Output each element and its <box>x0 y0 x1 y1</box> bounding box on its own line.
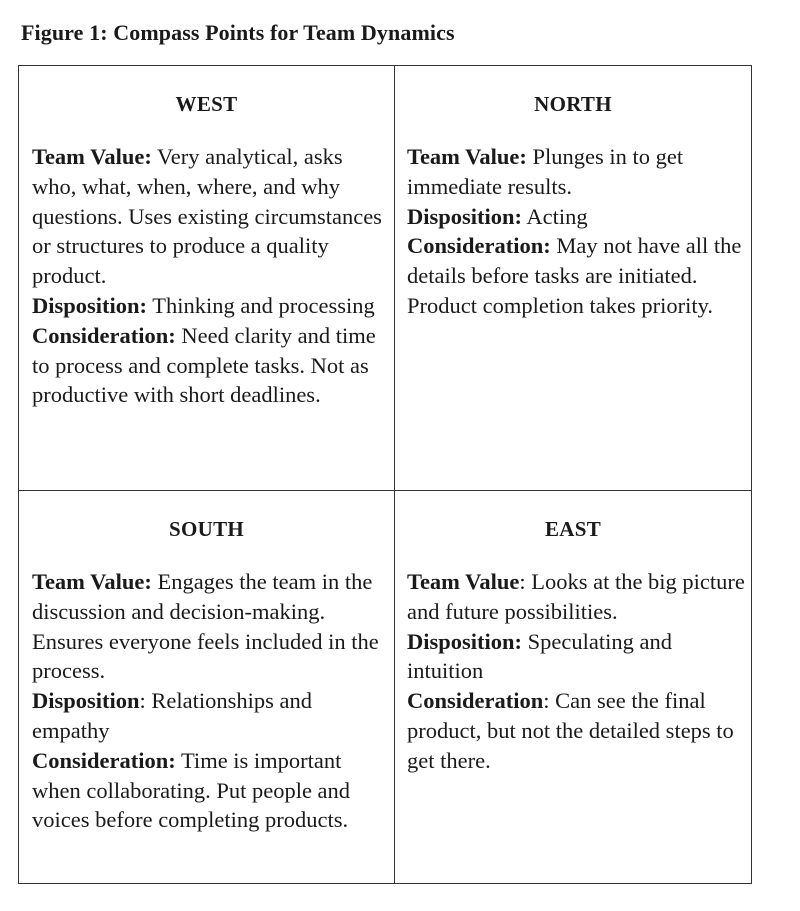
compass-table <box>18 65 752 884</box>
disposition-north <box>407 202 747 232</box>
disposition-label: Disposition <box>32 688 140 714</box>
disposition-text: Acting <box>522 203 588 229</box>
disposition-west <box>32 291 388 321</box>
quadrant-body-south <box>32 567 388 835</box>
consideration-text: : Can see the final product, but not the detailed steps to get there. <box>407 688 734 773</box>
consideration-label: Consideration: <box>407 233 551 259</box>
quadrant-heading-north: NORTH <box>534 92 612 116</box>
quadrant-heading-south: SOUTH <box>168 517 245 541</box>
team-value-text: Plunges in to get immediate results. <box>407 144 684 199</box>
quadrant-body-north <box>407 142 747 321</box>
quadrant-west <box>19 66 395 491</box>
disposition-text: : Relationships and empathy <box>32 688 313 743</box>
team-value-north <box>407 142 747 202</box>
disposition-label: Disposition: <box>407 203 523 229</box>
consideration-text: Time is important when collaborating. Put people and voices before completing products. <box>32 747 351 833</box>
disposition-label: Disposition: <box>407 628 523 654</box>
consideration-text: Need clarity and time to process and complete tasks. Not as productive with short deadlines. <box>32 322 376 408</box>
consideration-north <box>407 231 747 320</box>
consideration-east <box>407 686 747 775</box>
quadrant-south <box>19 491 395 883</box>
consideration-south <box>32 746 388 835</box>
disposition-text: Thinking and processing <box>147 292 375 318</box>
consideration-label: Consideration: <box>32 322 176 348</box>
figure-title: Figure 1: Compass Points for Team Dynamics <box>21 20 455 45</box>
team-value-text: Engages the team in the discussion and decision-making. Ensures everyone feels included in the process. <box>32 569 379 684</box>
team-value-south <box>32 567 388 686</box>
quadrant-heading-west: WEST <box>175 92 238 116</box>
team-value-label: Team Value: <box>32 144 152 169</box>
team-value-label: Team Value <box>407 569 520 594</box>
disposition-label: Disposition: <box>32 292 148 318</box>
team-value-label: Team Value: <box>32 569 152 594</box>
team-value-text: : Looks at the big picture and future possibilities. <box>407 569 745 624</box>
disposition-text: Speculating and intuition <box>407 628 672 684</box>
quadrant-body-west <box>32 142 388 410</box>
quadrant-east <box>395 491 751 883</box>
consideration-text: May not have all the details before tasks are initiated. Product completion takes priority. <box>407 233 742 318</box>
consideration-label: Consideration <box>407 688 544 714</box>
quadrant-heading-east: EAST <box>544 517 602 541</box>
consideration-label: Consideration: <box>32 747 176 773</box>
disposition-south <box>32 686 388 746</box>
team-value-text: Very analytical, asks who, what, when, where, and why questions. Uses existing circumstances or structures to produce a quality product. <box>32 144 382 289</box>
quadrant-north <box>395 66 751 491</box>
team-value-west <box>32 142 388 291</box>
team-value-east <box>407 567 747 627</box>
disposition-east <box>407 627 747 687</box>
team-value-label: Team Value: <box>407 144 527 169</box>
quadrant-body-east <box>407 567 747 776</box>
consideration-west <box>32 321 388 410</box>
